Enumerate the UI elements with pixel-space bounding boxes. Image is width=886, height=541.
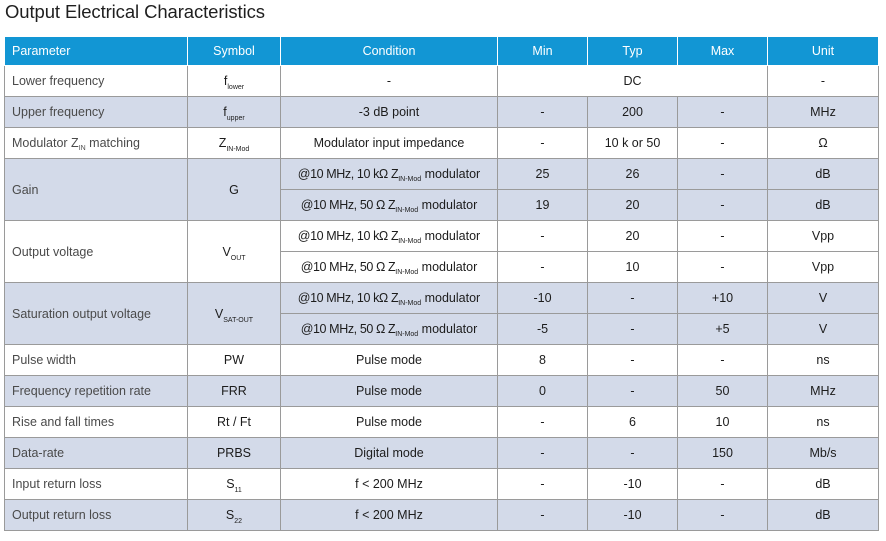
typ-cell: 10 bbox=[588, 252, 678, 283]
max-cell: - bbox=[678, 128, 768, 159]
unit-cell: Vpp bbox=[768, 221, 879, 252]
typ-cell: 20 bbox=[588, 190, 678, 221]
condition-cell: Pulse mode bbox=[281, 376, 498, 407]
min-cell: - bbox=[498, 128, 588, 159]
param-cell: Pulse width bbox=[5, 345, 188, 376]
param-cell: Input return loss bbox=[5, 469, 188, 500]
typ-cell: 10 k or 50 bbox=[588, 128, 678, 159]
param-cell: Output return loss bbox=[5, 500, 188, 531]
table-row bbox=[5, 438, 879, 469]
param-cell: Modulator $Z_{IN}$ matching bbox=[5, 128, 188, 159]
header-typ: Typ bbox=[588, 37, 678, 66]
table-row bbox=[5, 283, 879, 314]
table-row bbox=[5, 376, 879, 407]
max-cell: - bbox=[678, 469, 768, 500]
min-cell: - bbox=[498, 500, 588, 531]
symbol-cell: $f_{upper}$ bbox=[188, 97, 281, 128]
min-cell: - bbox=[498, 221, 588, 252]
table-row bbox=[5, 97, 879, 128]
condition-cell: @10 MHz, 10 kΩ $Z_{IN-Mod}$ modulator bbox=[281, 159, 498, 190]
symbol-cell: $S_{11}$ bbox=[188, 469, 281, 500]
param-cell: Upper frequency bbox=[5, 97, 188, 128]
min-cell: - bbox=[498, 469, 588, 500]
condition-cell: @10 MHz, 10 kΩ $Z_{IN-Mod}$ modulator bbox=[281, 221, 498, 252]
param-cell: Gain bbox=[5, 159, 188, 221]
typ-cell: - bbox=[588, 345, 678, 376]
table-row bbox=[5, 66, 879, 97]
typ-cell: 6 bbox=[588, 407, 678, 438]
min-cell: -10 bbox=[498, 283, 588, 314]
symbol-cell: PRBS bbox=[188, 438, 281, 469]
symbol-cell: FRR bbox=[188, 376, 281, 407]
header-max: Max bbox=[678, 37, 768, 66]
unit-cell: dB bbox=[768, 190, 879, 221]
unit-cell: - bbox=[768, 66, 879, 97]
table-row bbox=[5, 159, 879, 190]
symbol-cell: G bbox=[188, 159, 281, 221]
typ-cell: - bbox=[588, 314, 678, 345]
typ-cell: 200 bbox=[588, 97, 678, 128]
max-cell: - bbox=[678, 221, 768, 252]
unit-cell: Mb/s bbox=[768, 438, 879, 469]
symbol-cell: $f_{lower}$ bbox=[188, 66, 281, 97]
min-cell: - bbox=[498, 97, 588, 128]
symbol-cell: PW bbox=[188, 345, 281, 376]
characteristics-table bbox=[4, 36, 879, 531]
symbol-cell: $Z_{IN-Mod}$ bbox=[188, 128, 281, 159]
condition-cell: Pulse mode bbox=[281, 407, 498, 438]
typ-cell: - bbox=[588, 376, 678, 407]
max-cell: - bbox=[678, 97, 768, 128]
unit-cell: Ω bbox=[768, 128, 879, 159]
header-parameter: Parameter bbox=[5, 37, 188, 66]
condition-cell: Digital mode bbox=[281, 438, 498, 469]
unit-cell: ns bbox=[768, 407, 879, 438]
symbol-cell: $V_{SAT-OUT}$ bbox=[188, 283, 281, 345]
unit-cell: MHz bbox=[768, 97, 879, 128]
typ-cell: -10 bbox=[588, 469, 678, 500]
max-cell: - bbox=[678, 500, 768, 531]
typ-cell: 26 bbox=[588, 159, 678, 190]
unit-cell: V bbox=[768, 314, 879, 345]
symbol-cell: Rt / Ft bbox=[188, 407, 281, 438]
param-cell: Output voltage bbox=[5, 221, 188, 283]
min-cell: 8 bbox=[498, 345, 588, 376]
condition-cell: Pulse mode bbox=[281, 345, 498, 376]
max-cell: 50 bbox=[678, 376, 768, 407]
symbol-cell: $V_{OUT}$ bbox=[188, 221, 281, 283]
condition-cell: @10 MHz, 10 kΩ $Z_{IN-Mod}$ modulator bbox=[281, 283, 498, 314]
condition-cell: - bbox=[281, 66, 498, 97]
min-cell: - bbox=[498, 438, 588, 469]
typ-cell: - bbox=[588, 283, 678, 314]
header-min: Min bbox=[498, 37, 588, 66]
max-cell: 150 bbox=[678, 438, 768, 469]
page-title: Output Electrical Characteristics bbox=[5, 1, 265, 22]
min-cell: -5 bbox=[498, 314, 588, 345]
table-row bbox=[5, 407, 879, 438]
table-row bbox=[5, 500, 879, 531]
param-cell: Rise and fall times bbox=[5, 407, 188, 438]
table-row bbox=[5, 128, 879, 159]
table-header-row bbox=[5, 37, 879, 66]
unit-cell: dB bbox=[768, 159, 879, 190]
unit-cell: dB bbox=[768, 500, 879, 531]
condition-cell: f < 200 MHz bbox=[281, 500, 498, 531]
header-symbol: Symbol bbox=[188, 37, 281, 66]
header-condition: Condition bbox=[281, 37, 498, 66]
max-cell: - bbox=[678, 345, 768, 376]
min-cell: - bbox=[498, 252, 588, 283]
condition-cell: @10 MHz, 50 Ω $Z_{IN-Mod}$ modulator bbox=[281, 190, 498, 221]
min-cell: 25 bbox=[498, 159, 588, 190]
param-cell: Lower frequency bbox=[5, 66, 188, 97]
condition-cell: Modulator input impedance bbox=[281, 128, 498, 159]
unit-cell: MHz bbox=[768, 376, 879, 407]
table-row bbox=[5, 469, 879, 500]
table-row bbox=[5, 345, 879, 376]
param-cell: Frequency repetition rate bbox=[5, 376, 188, 407]
condition-cell: f < 200 MHz bbox=[281, 469, 498, 500]
max-cell: - bbox=[678, 190, 768, 221]
param-cell: Data-rate bbox=[5, 438, 188, 469]
min-cell: 0 bbox=[498, 376, 588, 407]
condition-cell: @10 MHz, 50 Ω $Z_{IN-Mod}$ modulator bbox=[281, 314, 498, 345]
max-cell: +10 bbox=[678, 283, 768, 314]
max-cell: 10 bbox=[678, 407, 768, 438]
param-cell: Saturation output voltage bbox=[5, 283, 188, 345]
typ-cell: - bbox=[588, 438, 678, 469]
typ-cell: 20 bbox=[588, 221, 678, 252]
unit-cell: ns bbox=[768, 345, 879, 376]
unit-cell: V bbox=[768, 283, 879, 314]
max-cell: - bbox=[678, 252, 768, 283]
typ-cell: DC bbox=[498, 66, 768, 97]
condition-cell: -3 dB point bbox=[281, 97, 498, 128]
min-cell: - bbox=[498, 407, 588, 438]
header-unit: Unit bbox=[768, 37, 879, 66]
unit-cell: Vpp bbox=[768, 252, 879, 283]
condition-cell: @10 MHz, 50 Ω $Z_{IN-Mod}$ modulator bbox=[281, 252, 498, 283]
table-row bbox=[5, 221, 879, 252]
unit-cell: dB bbox=[768, 469, 879, 500]
max-cell: - bbox=[678, 159, 768, 190]
max-cell: +5 bbox=[678, 314, 768, 345]
typ-cell: -10 bbox=[588, 500, 678, 531]
min-cell: 19 bbox=[498, 190, 588, 221]
symbol-cell: $S_{22}$ bbox=[188, 500, 281, 531]
